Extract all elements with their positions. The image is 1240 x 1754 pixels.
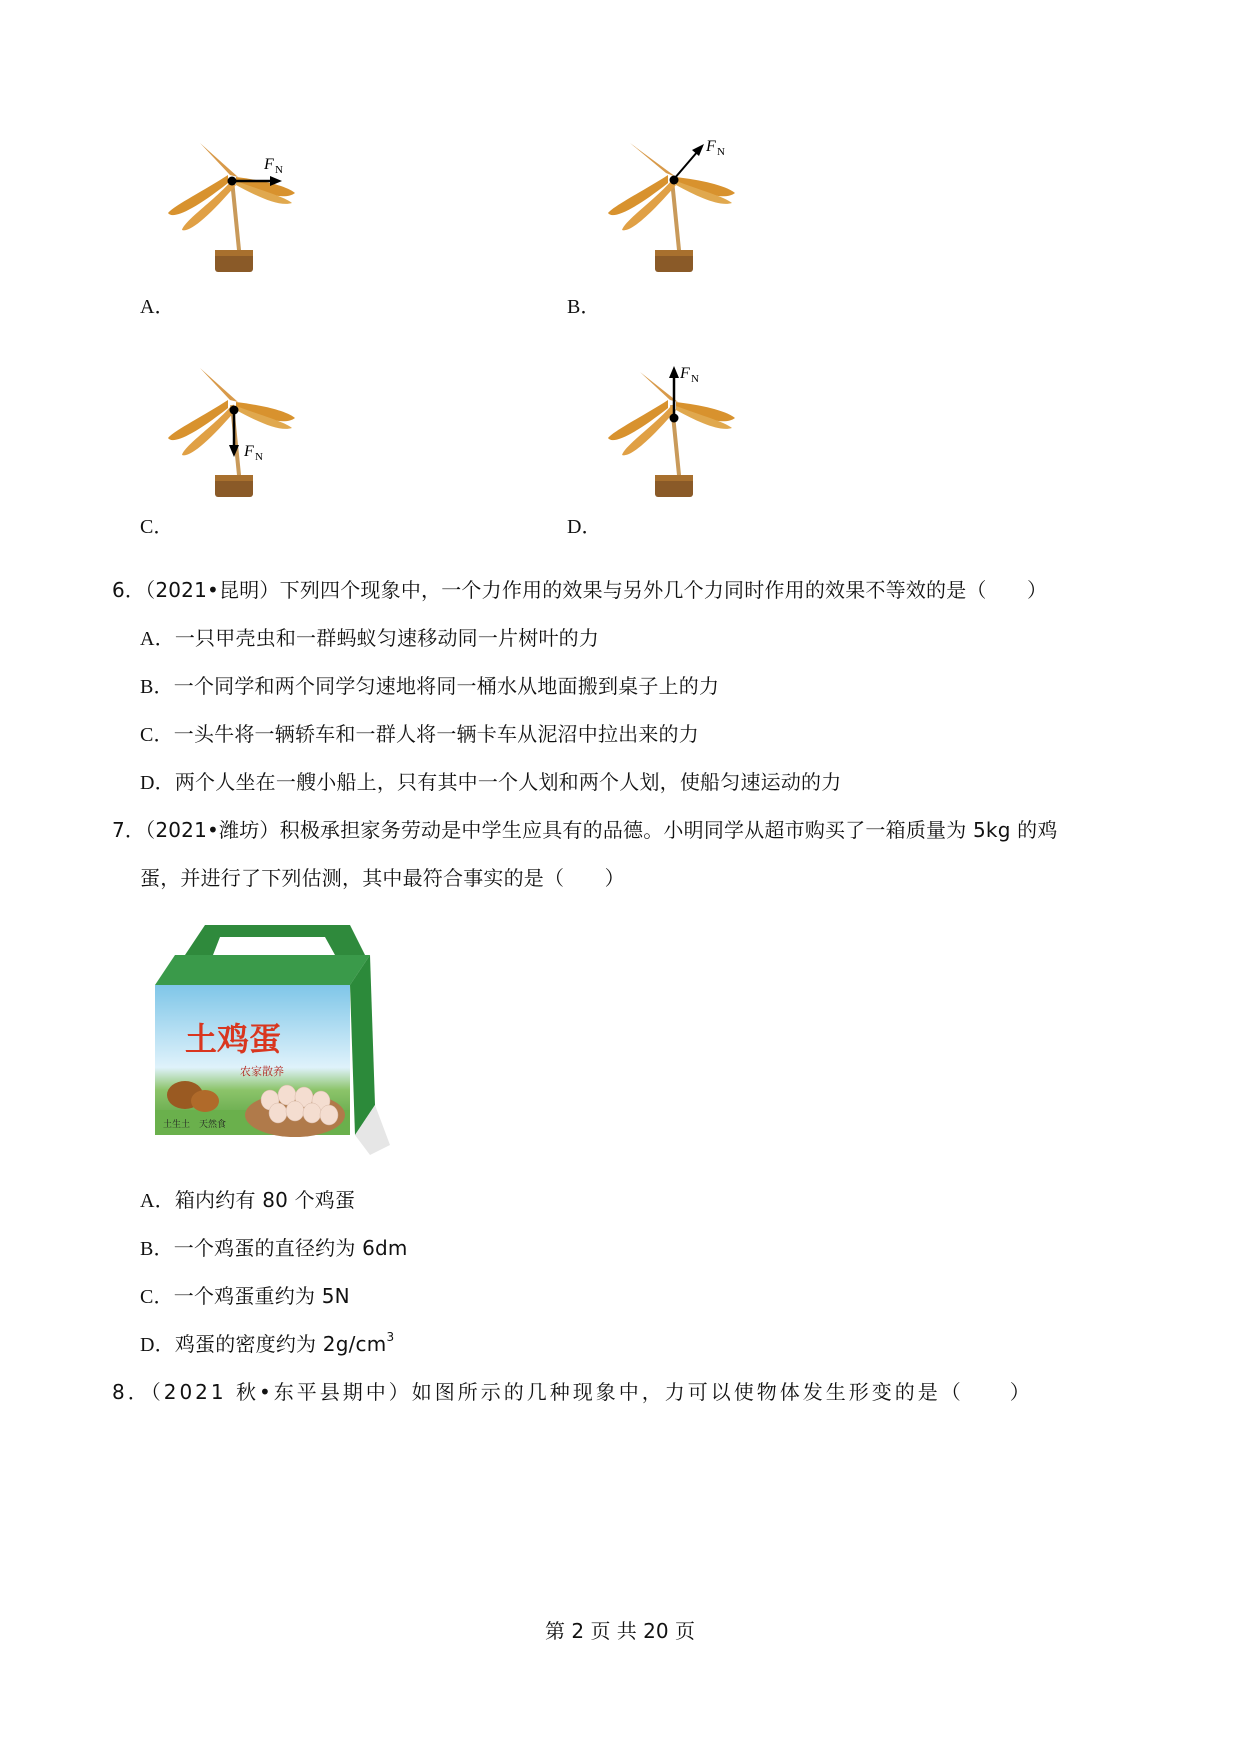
question-7-line2: 蛋，并进行了下列估测，其中最符合事实的是（ ） [140, 866, 625, 890]
svg-text:N: N [255, 451, 263, 463]
svg-text:N: N [691, 373, 699, 385]
option-c-figure [160, 360, 320, 520]
egg-box-image [145, 915, 405, 1165]
option-d-label[interactable]: D． [567, 516, 602, 538]
svg-text:农家散养: 农家散养 [240, 1065, 284, 1078]
bamboo-dragonfly-icon [600, 135, 760, 295]
q7-option-a[interactable]: A．箱内约有 80 个鸡蛋 [140, 1188, 356, 1212]
q6-option-b[interactable]: B．一个同学和两个同学匀速地将同一桶水从地面搬到桌子上的力 [140, 674, 720, 698]
egg-box-icon [145, 915, 405, 1165]
svg-text:F: F [680, 365, 690, 382]
q6-option-d[interactable]: D．两个人坐在一艘小船上，只有其中一个人划和两个人划，使船匀速运动的力 [140, 770, 842, 794]
question-number: 6． [112, 578, 146, 602]
question-stem-line1: 积极承担家务劳动是中学生应具有的品德。小明同学从超市购买了一箱质量为 5kg 的鸡 [279, 818, 1058, 842]
question-stem: 下列四个现象中，一个力作用的效果与另外几个力同时作用的效果不等效的是（ ） [279, 578, 1048, 602]
q7-option-b[interactable]: B．一个鸡蛋的直径约为 6dm [140, 1236, 408, 1260]
svg-text:N: N [275, 164, 283, 176]
bamboo-dragonfly-icon [600, 360, 760, 520]
option-a-figure [160, 135, 320, 295]
question-8 [112, 1380, 1033, 1404]
option-b-label[interactable]: B． [567, 296, 601, 318]
q6-option-a[interactable]: A．一只甲壳虫和一群蚂蚁匀速移动同一片树叶的力 [140, 626, 600, 650]
question-number: 8． [112, 1380, 151, 1404]
question-source: （2021•昆明） [145, 578, 280, 602]
question-7 [112, 818, 1058, 842]
question-source: （2021 秋•东平县期中） [150, 1380, 412, 1404]
option-b-figure [600, 135, 760, 295]
svg-text:F: F [264, 156, 274, 173]
q6-option-c[interactable]: C．一头牛将一辆轿车和一群人将一辆卡车从泥沼中拉出来的力 [140, 722, 699, 746]
q7-option-d[interactable]: D．鸡蛋的密度约为 $2g/cm^3$ [140, 1330, 395, 1356]
q7-option-c[interactable]: C．一个鸡蛋重约为 5N [140, 1284, 350, 1308]
question-stem: 如图所示的几种现象中，力可以使物体发生形变的是（ ） [411, 1380, 1033, 1404]
svg-text:土生土 天然食: 土生土 天然食 [163, 1120, 227, 1130]
superscript: 3 [386, 1330, 395, 1345]
question-number: 7． [112, 818, 146, 842]
svg-text:N: N [717, 146, 725, 158]
question-source: （2021•潍坊） [145, 818, 280, 842]
question-6 [112, 578, 1047, 602]
svg-text:F: F [244, 443, 254, 460]
option-c-label[interactable]: C． [140, 516, 174, 538]
option-d-figure [600, 360, 760, 520]
page-footer: 第 2 页 共 20 页 [545, 1619, 695, 1643]
svg-text:土鸡蛋: 土鸡蛋 [185, 1020, 282, 1058]
svg-text:F: F [706, 138, 716, 155]
bamboo-dragonfly-icon [160, 360, 320, 520]
bamboo-dragonfly-icon [160, 135, 320, 295]
option-a-label[interactable]: A． [140, 296, 175, 318]
